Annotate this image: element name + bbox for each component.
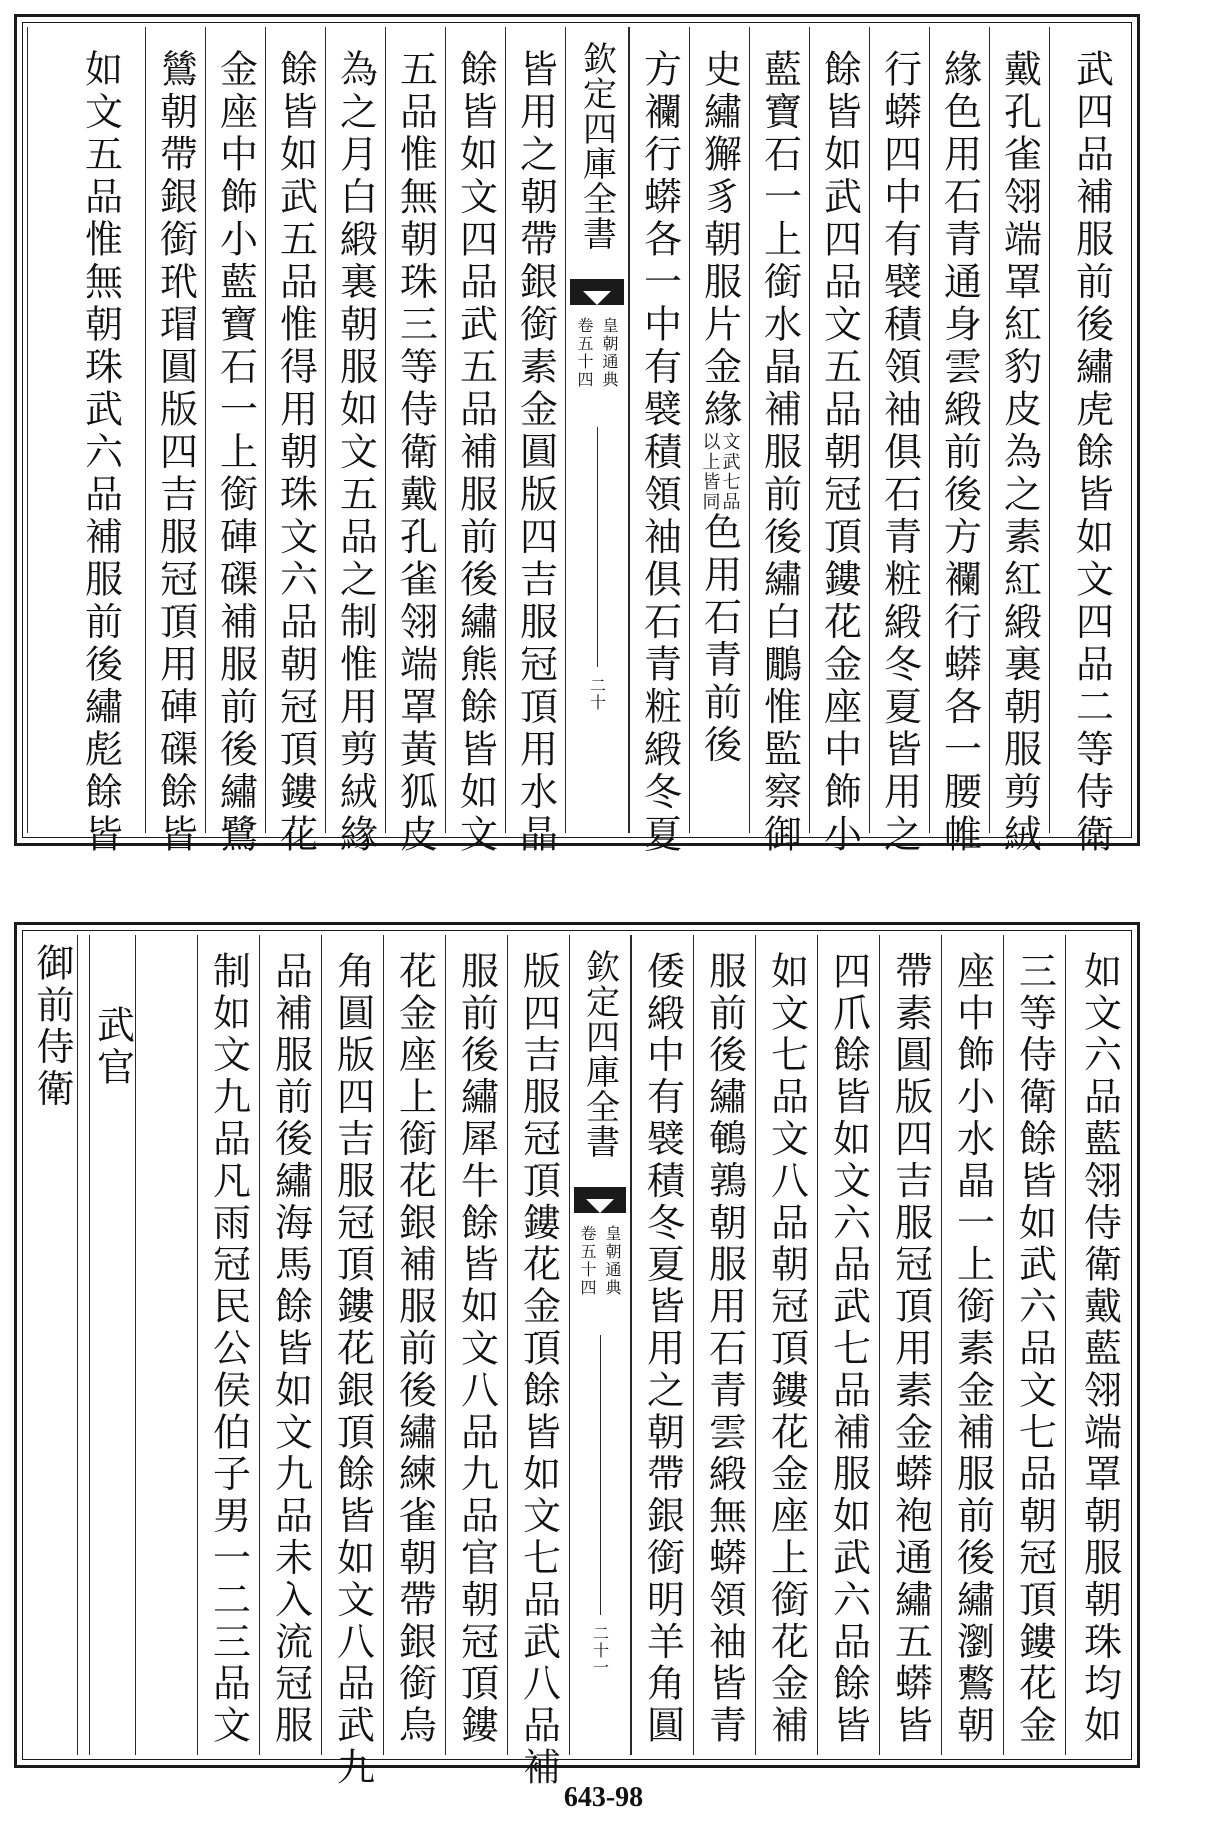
bot-col-l7 — [135, 935, 197, 1755]
bot-col-l1 — [507, 935, 569, 1789]
text-column: 餘皆如武五品惟得用朝珠文六品朝冠頂鏤花 — [273, 49, 318, 857]
text-column: 如文七品文八品朝冠頂鏤花金座上銜花金補 — [764, 951, 809, 1748]
text-column: 武四品補服前後繡虎餘皆如文四品二等侍衛 — [1069, 49, 1114, 857]
bot-col-l2 — [445, 935, 507, 1755]
text-column: 如文六品藍翎侍衛戴藍翎端罩朝服朝珠均如 — [1077, 951, 1122, 1748]
note-line: 以上皆同 — [699, 431, 721, 512]
text-column: 餘皆如武四品文五品朝冠頂鏤花金座中飾小 — [817, 49, 862, 857]
top-col-l3 — [385, 27, 445, 857]
bot-col-l8 — [89, 935, 135, 1755]
book-info — [573, 317, 621, 389]
text-column: 三等侍衛餘皆如武六品文七品朝冠頂鏤花金 — [1012, 951, 1057, 1748]
text-column: 方襴行蟒各一中有襞積領袖俱石青粧緞冬夏 — [637, 49, 682, 857]
bot-center-fold — [569, 935, 631, 1755]
bot-col-r3 — [941, 935, 1003, 1755]
volume-label: 卷五十四 — [578, 1225, 597, 1297]
top-col-l1 — [505, 27, 565, 857]
text-column: 行蟒四中有襞積領袖俱石青粧緞冬夏皆用之 — [877, 49, 922, 857]
text-segment: 色用石青前後 — [697, 511, 742, 767]
top-col-l4 — [325, 27, 385, 857]
text-column: 戴孔雀翎端罩紅豹皮為之素紅緞裏朝服剪絨 — [997, 49, 1042, 857]
bot-col-r8 — [631, 935, 693, 1755]
text-segment: 史繡獬豸朝服片金緣 — [697, 49, 742, 432]
top-col-r5 — [809, 27, 869, 857]
text-column: 帶素圓版四吉服冠頂用素金蟒袍通繡五蟒皆 — [888, 951, 933, 1748]
bot-col-r1 — [1065, 935, 1133, 1755]
text-column: 角圓版四吉服冠頂鏤花銀頂餘皆如文八品武九 — [330, 951, 375, 1789]
text-column: 服前後繡犀牛餘皆如文八品九品官朝冠頂鏤 — [454, 951, 499, 1748]
top-col-l6 — [205, 27, 265, 857]
text-column: 御前侍衛 — [30, 943, 74, 1111]
text-column: 金座中飾小藍寶石一上銜硨磲補服前後繡鷺 — [213, 49, 258, 857]
book-name: 皇朝通典 — [600, 317, 619, 389]
book-title: 欽定四庫全書 — [579, 949, 620, 1159]
text-column: 鷥朝帶銀銜玳瑁圓版四吉服冠頂用硨磲餘皆 — [153, 49, 198, 857]
bot-col-l6 — [197, 935, 259, 1755]
top-col-l2 — [445, 27, 505, 857]
top-page — [14, 14, 1140, 857]
volume-label: 卷五十四 — [575, 317, 594, 389]
text-column: 服前後繡鵪鶉朝服用石青雲緞無蟒領袖皆青 — [702, 951, 747, 1748]
text-column: 緣色用石青通身雲緞前後方襴行蟒各一腰帷 — [937, 49, 982, 857]
bot-col-l3 — [383, 935, 445, 1755]
bot-col-l9 — [77, 935, 89, 1755]
bot-col-l4 — [321, 935, 383, 1789]
annotation-note — [701, 432, 739, 512]
bot-col-r6 — [755, 935, 817, 1755]
top-col-r2 — [989, 27, 1049, 857]
book-name: 皇朝通典 — [603, 1225, 622, 1297]
top-col-r4 — [869, 27, 929, 857]
fold-rule — [600, 1335, 601, 1615]
bot-col-r5 — [817, 935, 879, 1755]
fishtail-mark — [570, 279, 624, 305]
text-column: 餘皆如文四品武五品補服前後繡熊餘皆如文 — [453, 49, 498, 857]
text-column: 武官 — [90, 1005, 135, 1089]
top-col-r8 — [629, 27, 689, 857]
text-column: 五品惟無朝珠三等侍衛戴孔雀翎端罩黃狐皮 — [393, 49, 438, 857]
text-column: 座中飾小水晶一上銜素金補服前後繡瀏鷘朝 — [950, 951, 995, 1748]
page-footer-number: 643-98 — [563, 1782, 644, 1813]
top-col-l8 — [27, 27, 145, 857]
note-line: 文武七品 — [719, 431, 741, 512]
bot-col-l5 — [259, 935, 321, 1755]
page-number: 二十 — [587, 677, 607, 711]
bot-col-r2 — [1003, 935, 1065, 1755]
top-col-r3 — [929, 27, 989, 857]
top-col-r6 — [749, 27, 809, 857]
bot-col-l10 — [27, 935, 77, 1755]
bottom-page — [14, 922, 1140, 1789]
top-col-l5 — [265, 27, 325, 857]
text-column: 皆用之朝帶銀銜素金圓版四吉服冠頂用水晶 — [513, 49, 558, 857]
book-title: 欽定四庫全書 — [576, 41, 617, 251]
text-column: 為之月白緞裏朝服如文五品之制惟用剪絨緣 — [333, 49, 378, 857]
text-column: 藍寶石一上銜水晶補服前後繡白鷳惟監察御 — [757, 49, 802, 857]
bot-col-r7 — [693, 935, 755, 1755]
bot-col-r4 — [879, 935, 941, 1755]
fishtail-mark — [574, 1187, 626, 1213]
text-column: 倭緞中有襞積冬夏皆用之朝帶銀銜明羊角圓 — [640, 951, 685, 1748]
top-col-l7 — [145, 27, 205, 857]
text-column: 花金座上銜花銀補服前後繡練雀朝帶銀銜烏 — [392, 951, 437, 1748]
text-column: 版四吉服冠頂鏤花金頂餘皆如文七品武八品補 — [516, 951, 561, 1789]
top-col-r1 — [1049, 27, 1133, 857]
text-column-with-note — [697, 49, 742, 767]
text-column: 如文五品惟無朝珠武六品補服前後繡彪餘皆 — [78, 49, 123, 857]
top-col-r7 — [689, 27, 749, 833]
text-column: 四爪餘皆如文六品武七品補服如武六品餘皆 — [826, 951, 871, 1748]
text-column: 制如文九品凡雨冠民公侯伯子男一二三品文 — [206, 951, 251, 1748]
fold-rule — [597, 427, 598, 667]
page-number: 二十一 — [590, 1625, 610, 1676]
top-center-fold — [565, 27, 629, 833]
book-info — [576, 1225, 624, 1297]
text-column: 品補服前後繡海馬餘皆如文九品未入流冠服 — [268, 951, 313, 1748]
